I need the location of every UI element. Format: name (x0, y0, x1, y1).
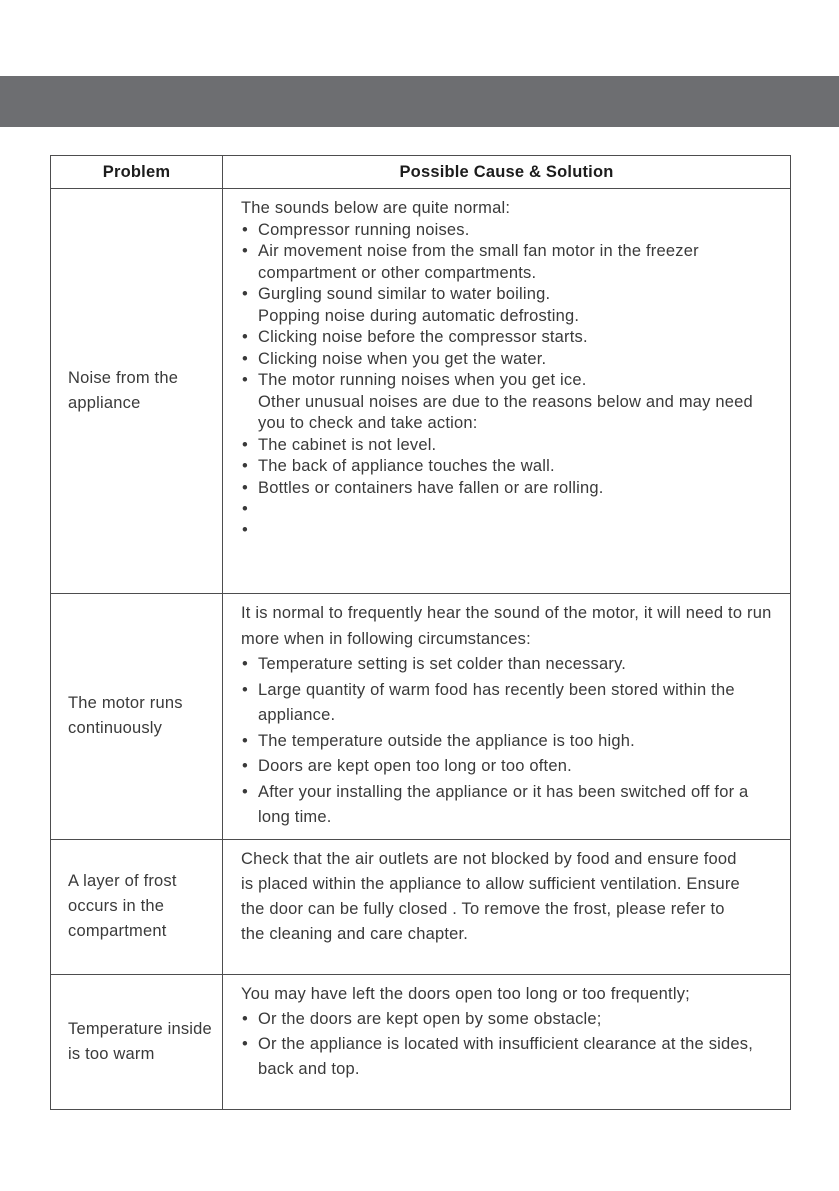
problem-cell: A layer of frost occurs in the compartment (51, 839, 223, 974)
table-row (51, 189, 791, 594)
bullet-item: • Clicking noise when you get the water. (241, 349, 782, 371)
bullet-item: • After your installing the appliance or it has been switched off for a long time. (241, 780, 782, 831)
solution-cell (223, 189, 791, 594)
text-line: Popping noise during automatic defrosting. (258, 306, 580, 325)
table-row (51, 974, 791, 1109)
bullet-item: • The back of appliance touches the wall. (241, 456, 782, 478)
solution-cell (223, 839, 791, 974)
text-line: You may have left the doors open too long or too frequently; (241, 984, 690, 1003)
bullet-item: • Gurgling sound similar to water boiling. (241, 284, 782, 306)
column-header-solution: Possible Cause & Solution (223, 156, 791, 189)
text-line: It is normal to frequently hear the sound of the motor, it will need to run more when in following circumstances: (241, 604, 772, 648)
text-line: The sounds below are quite normal: (241, 199, 511, 217)
bullet-item: • Compressor running noises. (241, 220, 782, 242)
text-line: Check that the air outlets are not blocked by food and ensure food is placed within the appliance to allow sufficient ventilation. Ensure the door can be fully closed . To remove the frost, please refer to the cleaning and care chapter. (241, 849, 740, 943)
bullet-item: • The motor running noises when you get ice. (241, 370, 782, 392)
header-bar (0, 76, 839, 127)
bullet-item: • Or the doors are kept open by some obstacle; (241, 1007, 782, 1032)
table-header-row (51, 156, 791, 189)
bullet-item: • Large quantity of warm food has recently been stored within the appliance. (241, 678, 782, 729)
table-row (51, 839, 791, 974)
text-line: Other unusual noises are due to the reasons below and may need you to check and take action: (258, 392, 753, 432)
bullet-item: • Temperature setting is set colder than necessary. (241, 652, 782, 678)
problem-cell: Temperature inside is too warm (51, 974, 223, 1109)
bullet-item: • Air movement noise from the small fan motor in the freezer compartment or other compartments. (241, 241, 782, 284)
problem-cell: Noise from the appliance (51, 189, 223, 594)
bullet-item: • Or the appliance is located with insufficient clearance at the sides, back and top. (241, 1032, 782, 1082)
troubleshooting-table (50, 155, 791, 1110)
bullet-item: • The temperature outside the appliance is too high. (241, 729, 782, 755)
column-header-problem: Problem (51, 156, 223, 189)
bullet-item: • Doors are kept open too long or too often. (241, 754, 782, 780)
solution-cell (223, 974, 791, 1109)
problem-cell: The motor runs continuously (51, 594, 223, 840)
bullet-item: • Clicking noise before the compressor starts. (241, 327, 782, 349)
table-row (51, 594, 791, 840)
solution-cell (223, 594, 791, 840)
bullet-item: • Bottles or containers have fallen or are rolling. (241, 478, 782, 500)
bullet-item: • The cabinet is not level. (241, 435, 782, 457)
